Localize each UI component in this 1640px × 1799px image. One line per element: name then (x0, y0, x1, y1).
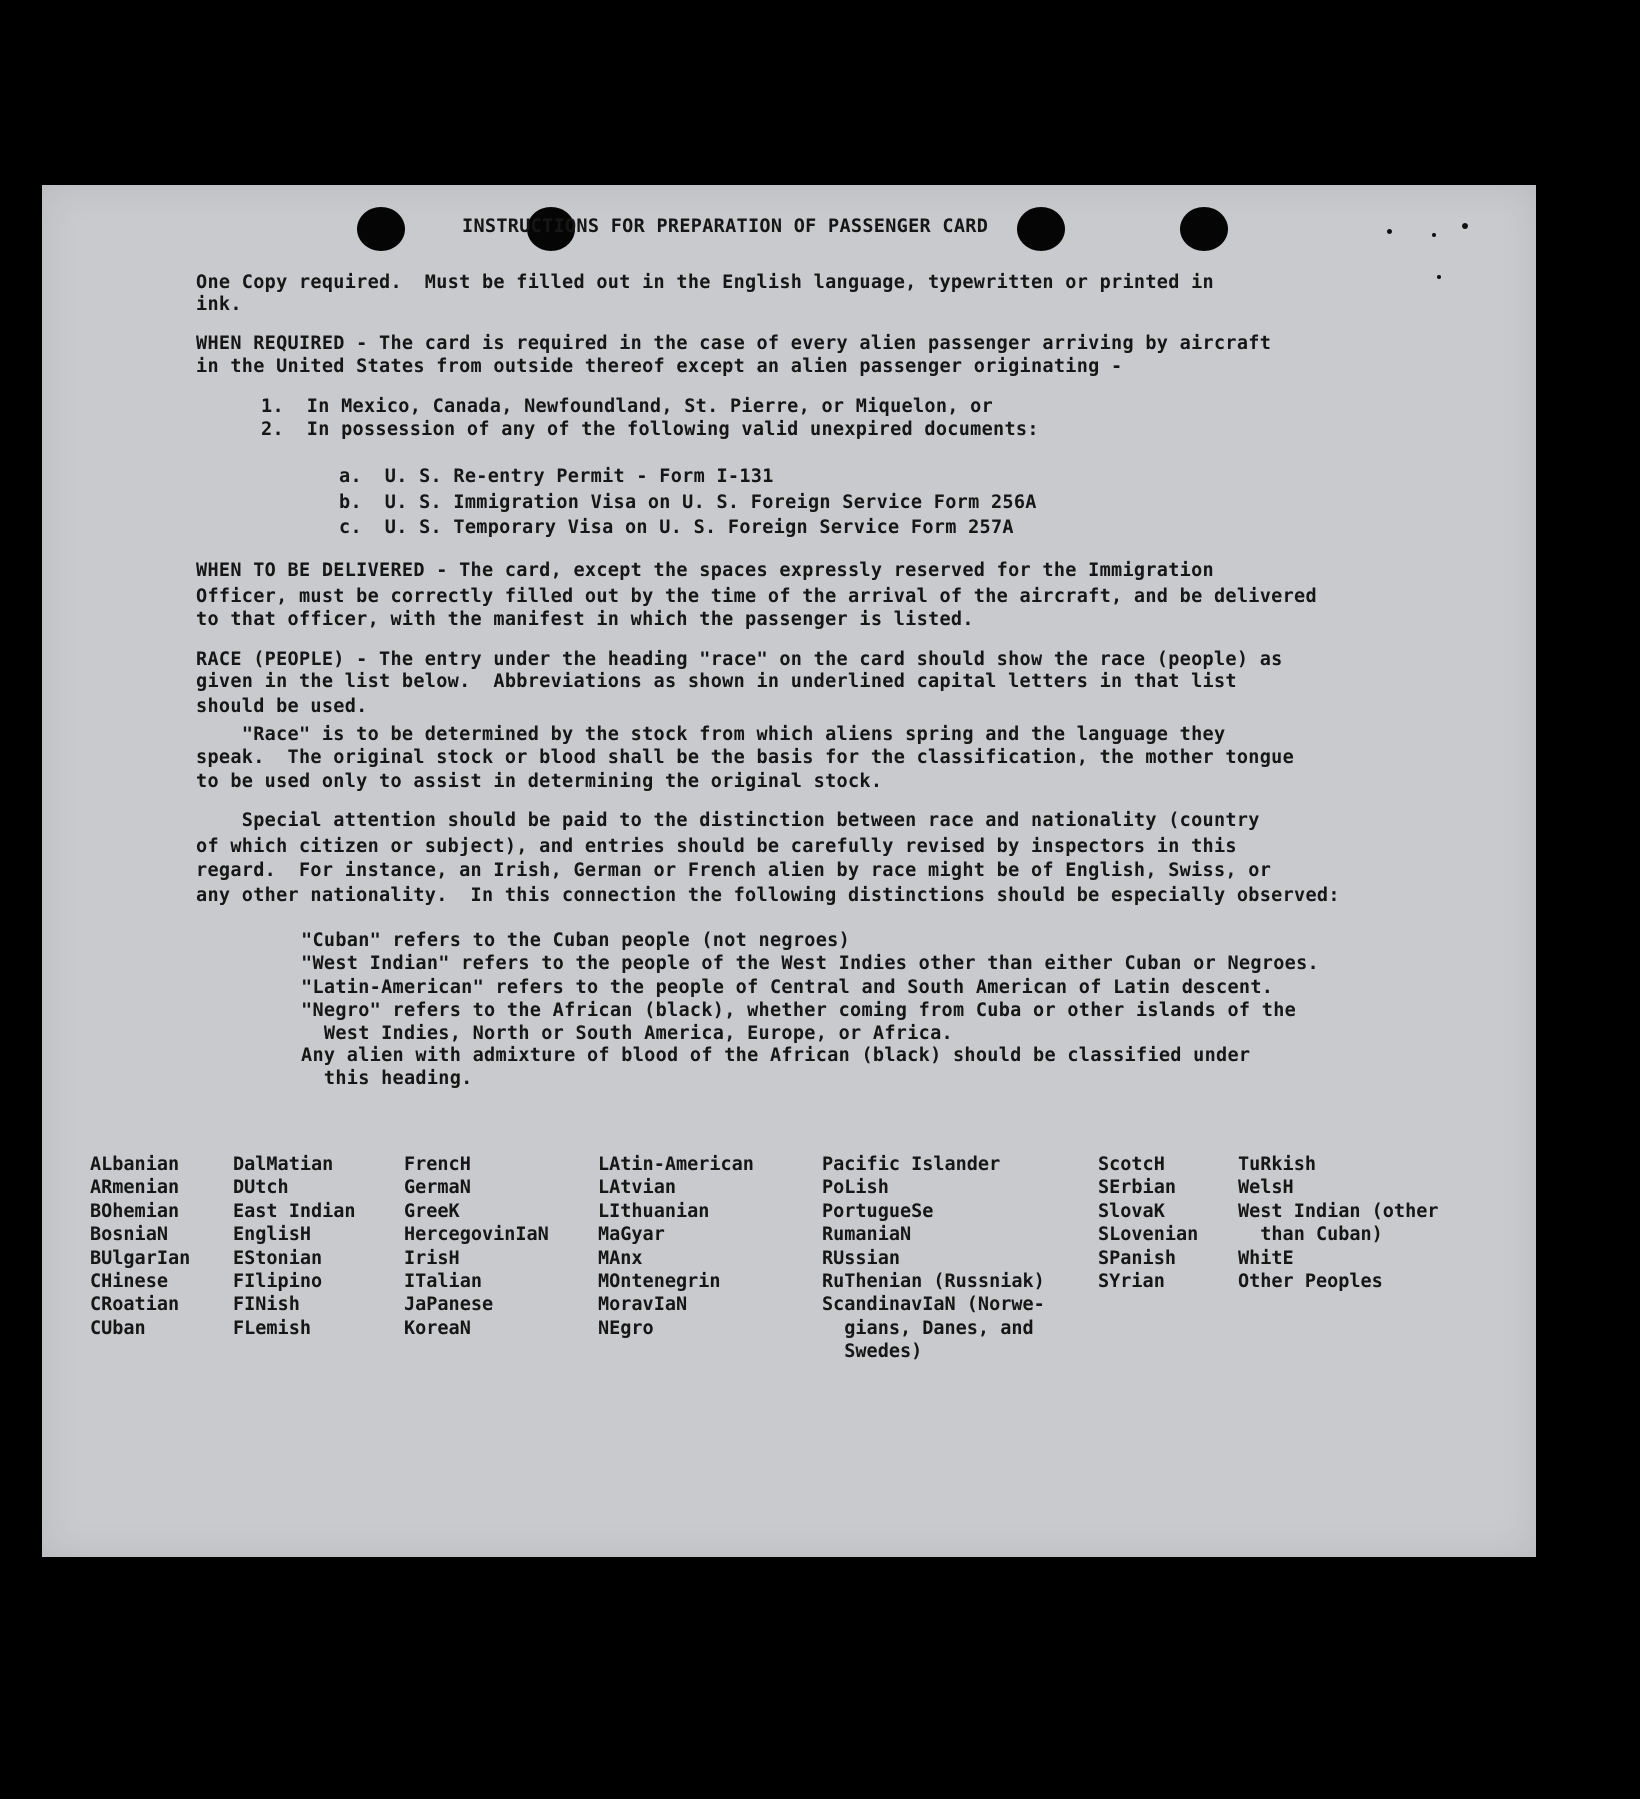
document-sheet (42, 185, 1536, 1557)
race-entry: FLemish (233, 1317, 311, 1339)
punch-hole (1180, 207, 1228, 251)
race-entry: WhitE (1238, 1247, 1294, 1269)
race-entry: RumaniaN (822, 1224, 912, 1246)
race-entry: DUtch (233, 1177, 289, 1199)
race-entry: SLovenian (1098, 1224, 1199, 1246)
race-entry: WelsH (1238, 1177, 1294, 1199)
race-list-column (1238, 1153, 1438, 1293)
race-determined-line: speak. The original stock or blood shall be the basis for the classification, the mother tongue (196, 747, 1295, 768)
race-list-column (598, 1153, 754, 1340)
intro-line: One Copy required. Must be filled out in the English language, typewritten or printed in (196, 272, 1214, 293)
when-delivered-line: to that officer, with the manifest in which the passenger is listed. (196, 609, 974, 630)
race-entry: BosniaN (90, 1224, 168, 1246)
race-determined-line: to be used only to assist in determining the original stock. (196, 771, 883, 792)
race-entry: SErbian (1098, 1177, 1176, 1199)
ink-speck (1437, 275, 1441, 279)
race-entry: ARmenian (90, 1177, 180, 1199)
race-entry: CRoatian (90, 1294, 180, 1316)
punch-hole (1017, 207, 1065, 251)
document-item: b. U. S. Immigration Visa on U. S. Foreign Service Form 256A (339, 492, 1037, 513)
race-list-column (233, 1153, 356, 1340)
race-entry: MOntenegrin (598, 1271, 721, 1293)
ink-speck (1462, 223, 1468, 229)
race-entry: CHinese (90, 1271, 168, 1293)
race-entry: SYrian (1098, 1271, 1165, 1293)
race-entry: LIthuanian (598, 1200, 710, 1222)
race-entry: PoLish (822, 1177, 889, 1199)
race-entry: MaGyar (598, 1224, 665, 1246)
distinction-line: this heading. (301, 1068, 473, 1089)
race-entry: JaPanese (404, 1294, 494, 1316)
when-required-line: WHEN REQUIRED - The card is required in the case of every alien passenger arriving by aircraft (196, 333, 1272, 354)
ink-speck (1432, 233, 1436, 237)
distinction-line: "West Indian" refers to the people of the West Indies other than either Cuban or Negroes. (301, 953, 1319, 974)
when-delivered-line: WHEN TO BE DELIVERED - The card, except the spaces expressly reserved for the Immigration (196, 560, 1214, 581)
race-people-line: should be used. (196, 696, 368, 717)
race-entry: Other Peoples (1238, 1271, 1383, 1293)
special-attention-line: regard. For instance, an Irish, German or French alien by race might be of English, Swiss, or (196, 860, 1272, 881)
race-list-column (1098, 1153, 1198, 1293)
race-entry: FrencH (404, 1154, 471, 1175)
race-entry: GermaN (404, 1177, 471, 1199)
race-entry: SlovaK (1098, 1200, 1165, 1222)
race-entry: than Cuban) (1238, 1224, 1383, 1246)
ink-speck (1387, 229, 1392, 234)
race-entry: ITalian (404, 1271, 482, 1293)
race-entry: PortugueSe (822, 1200, 934, 1222)
race-entry: CUban (90, 1317, 146, 1339)
race-entry: EnglisH (233, 1224, 311, 1246)
race-entry: FINish (233, 1294, 300, 1316)
race-entry: IrisH (404, 1247, 460, 1269)
race-entry: ALbanian (90, 1154, 180, 1175)
race-entry: Swedes) (822, 1341, 923, 1363)
origin-item: 1. In Mexico, Canada, Newfoundland, St. Pierre, or Miquelon, or (261, 396, 994, 417)
distinction-line: "Negro" refers to the African (black), whether coming from Cuba or other islands of the (301, 1000, 1297, 1021)
race-entry: MoravIaN (598, 1294, 688, 1316)
race-list-column (404, 1153, 549, 1340)
race-entry: gians, Danes, and (822, 1317, 1034, 1339)
race-entry: West Indian (other (1238, 1200, 1439, 1222)
race-list-column (822, 1153, 1045, 1364)
race-entry: Pacific Islander (822, 1154, 1001, 1175)
origin-item: 2. In possession of any of the following valid unexpired documents: (261, 419, 1039, 440)
race-entry: ScotcH (1098, 1154, 1165, 1175)
race-people-line: RACE (PEOPLE) - The entry under the heading "race" on the card should show the race (people) as (196, 649, 1283, 670)
special-attention-line: of which citizen or subject), and entries should be carefully revised by inspectors in this (196, 836, 1237, 857)
race-entry: GreeK (404, 1200, 460, 1222)
distinction-line: West Indies, North or South America, Europe, or Africa. (301, 1023, 953, 1044)
race-entry: LAtin-American (598, 1154, 754, 1175)
intro-line: ink. (196, 294, 242, 315)
distinction-line: "Cuban" refers to the Cuban people (not negroes) (301, 930, 851, 951)
race-entry: HercegovinIaN (404, 1224, 549, 1246)
special-attention-line: Special attention should be paid to the distinction between race and nationality (country (196, 810, 1260, 831)
when-delivered-line: Officer, must be correctly filled out by the time of the arrival of the aircraft, and be delivered (196, 586, 1317, 607)
race-entry: BUlgarIan (90, 1247, 191, 1269)
race-entry: MAnx (598, 1247, 643, 1269)
special-attention-line: any other nationality. In this connection the following distinctions should be especially observed: (196, 885, 1340, 906)
page-title: INSTRUCTIONS FOR PREPARATION OF PASSENGER CARD (462, 216, 989, 237)
punch-hole (357, 207, 405, 251)
distinction-line: Any alien with admixture of blood of the African (black) should be classified under (301, 1045, 1251, 1066)
race-people-line: given in the list below. Abbreviations as shown in underlined capital letters in that list (196, 671, 1237, 692)
race-entry: BOhemian (90, 1200, 180, 1222)
race-entry: LAtvian (598, 1177, 676, 1199)
race-entry: EStonian (233, 1247, 323, 1269)
race-entry: RUssian (822, 1247, 900, 1269)
race-entry: ScandinavIaN (Norwe- (822, 1294, 1045, 1316)
race-entry: East Indian (233, 1200, 356, 1222)
race-entry: DalMatian (233, 1154, 334, 1175)
distinction-line: "Latin-American" refers to the people of Central and South American of Latin descent. (301, 977, 1274, 998)
race-entry: SPanish (1098, 1247, 1176, 1269)
race-entry: RuThenian (Russniak) (822, 1271, 1045, 1293)
when-required-line: in the United States from outside thereof except an alien passenger originating - (196, 356, 1123, 377)
race-entry: KoreaN (404, 1317, 471, 1339)
race-entry: NEgro (598, 1317, 654, 1339)
race-determined-line: "Race" is to be determined by the stock from which aliens spring and the language they (196, 724, 1226, 745)
race-entry: FIlipino (233, 1271, 323, 1293)
race-list-column (90, 1153, 190, 1340)
race-entry: TuRkish (1238, 1154, 1316, 1175)
document-item: c. U. S. Temporary Visa on U. S. Foreign Service Form 257A (339, 517, 1014, 538)
document-item: a. U. S. Re-entry Permit - Form I-131 (339, 466, 774, 487)
